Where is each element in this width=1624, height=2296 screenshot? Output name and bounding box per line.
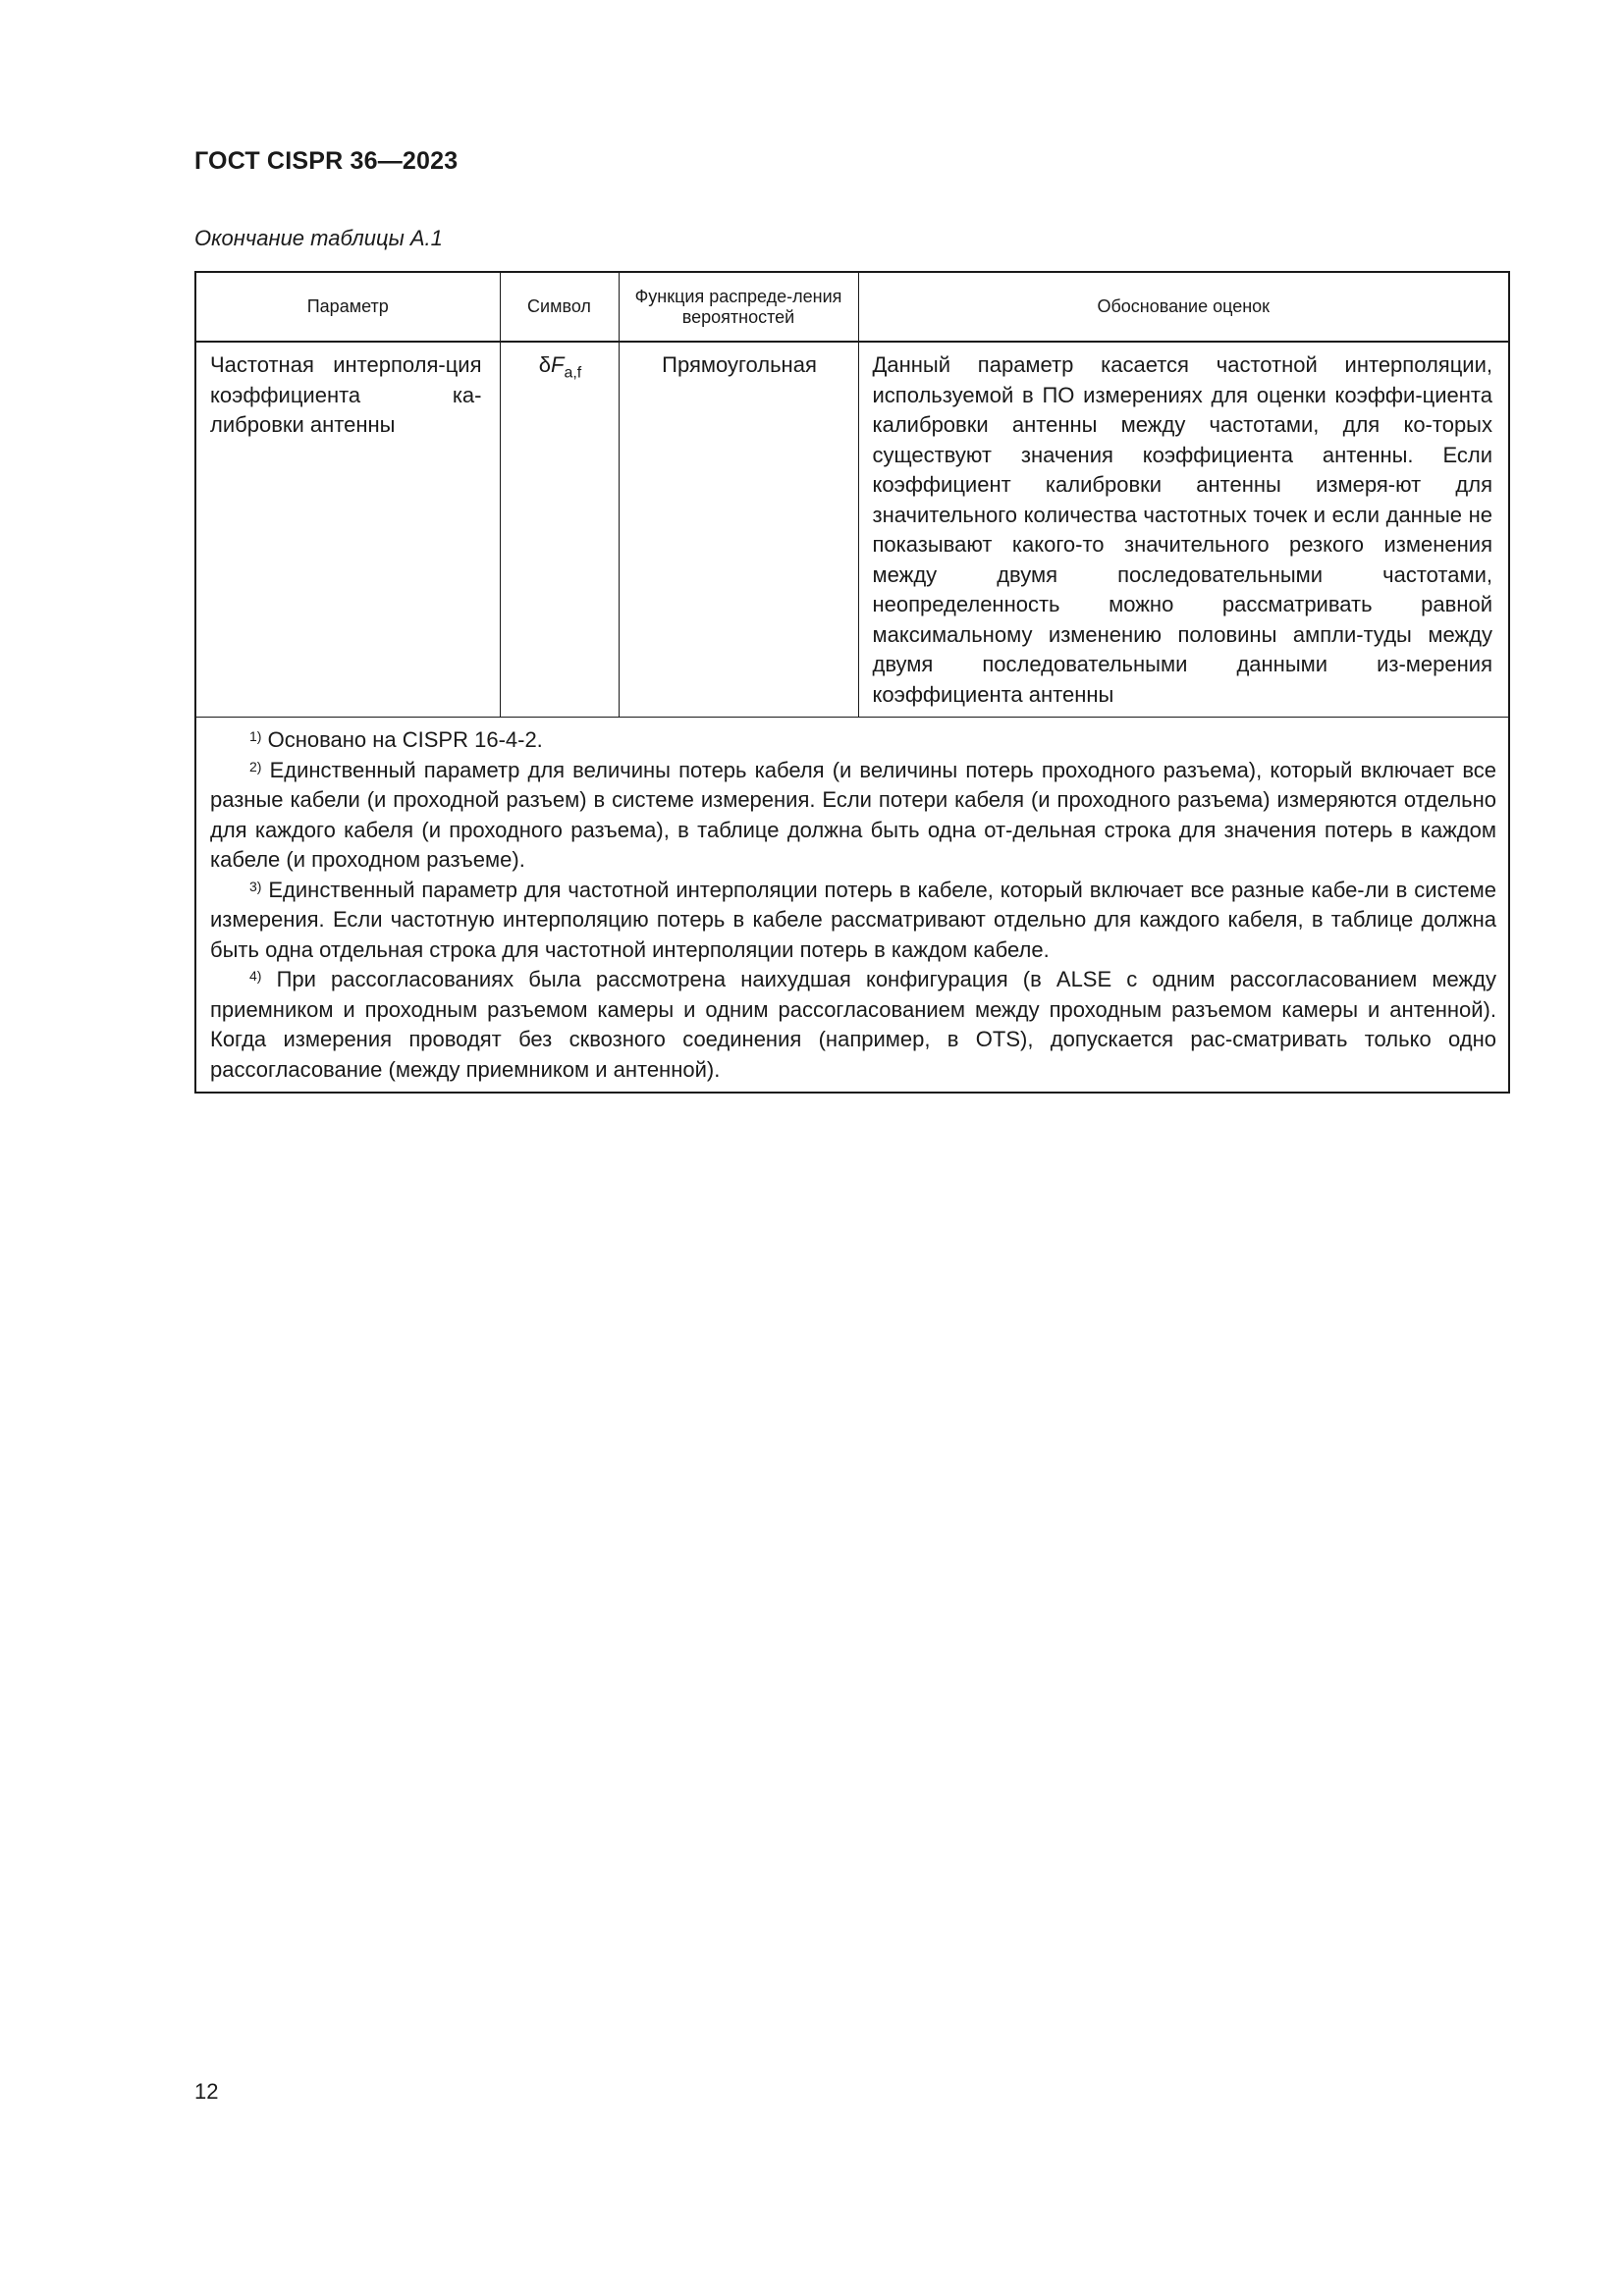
footnote: $^{2)}$ Единственный параметр для величины потерь кабеля (и величины потерь проходного разъема), который включает все разные кабели (и проходной разъем) в системе измерения. Если потери кабеля (и проходного разъема) измеряются отдельно для каждого кабеля (и проходного разъема), в таблице должна быть одна от-дельная строка для значения потерь в каждом кабеле (и проходном разъеме). [210, 757, 1496, 872]
column-header-distribution: Функция распреде-ления вероятностей [619, 272, 858, 342]
table-notes-row [195, 718, 1509, 1094]
cell-symbol [500, 342, 619, 718]
table-notes [195, 718, 1509, 1094]
column-header-justification: Обоснование оценок [858, 272, 1509, 342]
table-caption: Окончание таблицы А.1 [194, 226, 443, 250]
cell-parameter: Частотная интерполя-ция коэффициента ка-либровки антенны [195, 342, 500, 718]
table-header-row [195, 272, 1509, 342]
page-number: 12 [194, 2079, 219, 2104]
cell-justification: Данный параметр касается частотной интерполяции, используемой в ПО измерениях для оценки коэффи-циента калибровки антенны между частотами, для ко-торых существуют значения коэффициента антенны. Если коэффициент калибровки антенны измеря-ют для значительного количества частотных точек и если данные не показывают какого-то значительного резкого изменения между двумя последовательными частотами, неопределенность можно рассматривать равной максимальному изменению половины ампли-туды между двумя последовательными данными из-мерения коэффициента антенны [858, 342, 1509, 718]
footnote: $^{4)}$ При рассогласованиях была рассмотрена наихудшая конфигурация (в ALSE с одним рассогласованием между приемником и проходным разъемом камеры и одним рассогласованием между проходным разъемом камеры и антенной). Когда измерения проводят без сквозного соединения (например, в OTS), допускается рас-сматривать только одно рассогласование (между приемником и антенной). [210, 967, 1496, 1082]
footnote: $^{1)}$ Основано на CISPR 16-4-2. [249, 727, 543, 752]
table-row [195, 342, 1509, 718]
column-header-symbol: Символ [500, 272, 619, 342]
document-header: ГОСТ CISPR 36—2023 [194, 147, 459, 175]
table-container [194, 271, 1508, 1094]
cell-distribution: Прямоугольная [619, 342, 858, 718]
footnote: $^{3)}$ Единственный параметр для частотной интерполяции потерь в кабеле, который включает все разные кабе-ли в системе измерения. Если частотную интерполяцию потерь в кабеле рассматривают отдельно для каждого кабеля, в таблице должна быть одна отдельная строка для частотной интерполяции потерь в каждом кабеле. [210, 877, 1496, 962]
symbol-delta-f: $\delta F_{a,f}$ [538, 352, 582, 382]
uncertainty-table [194, 271, 1510, 1094]
column-header-parameter: Параметр [195, 272, 500, 342]
